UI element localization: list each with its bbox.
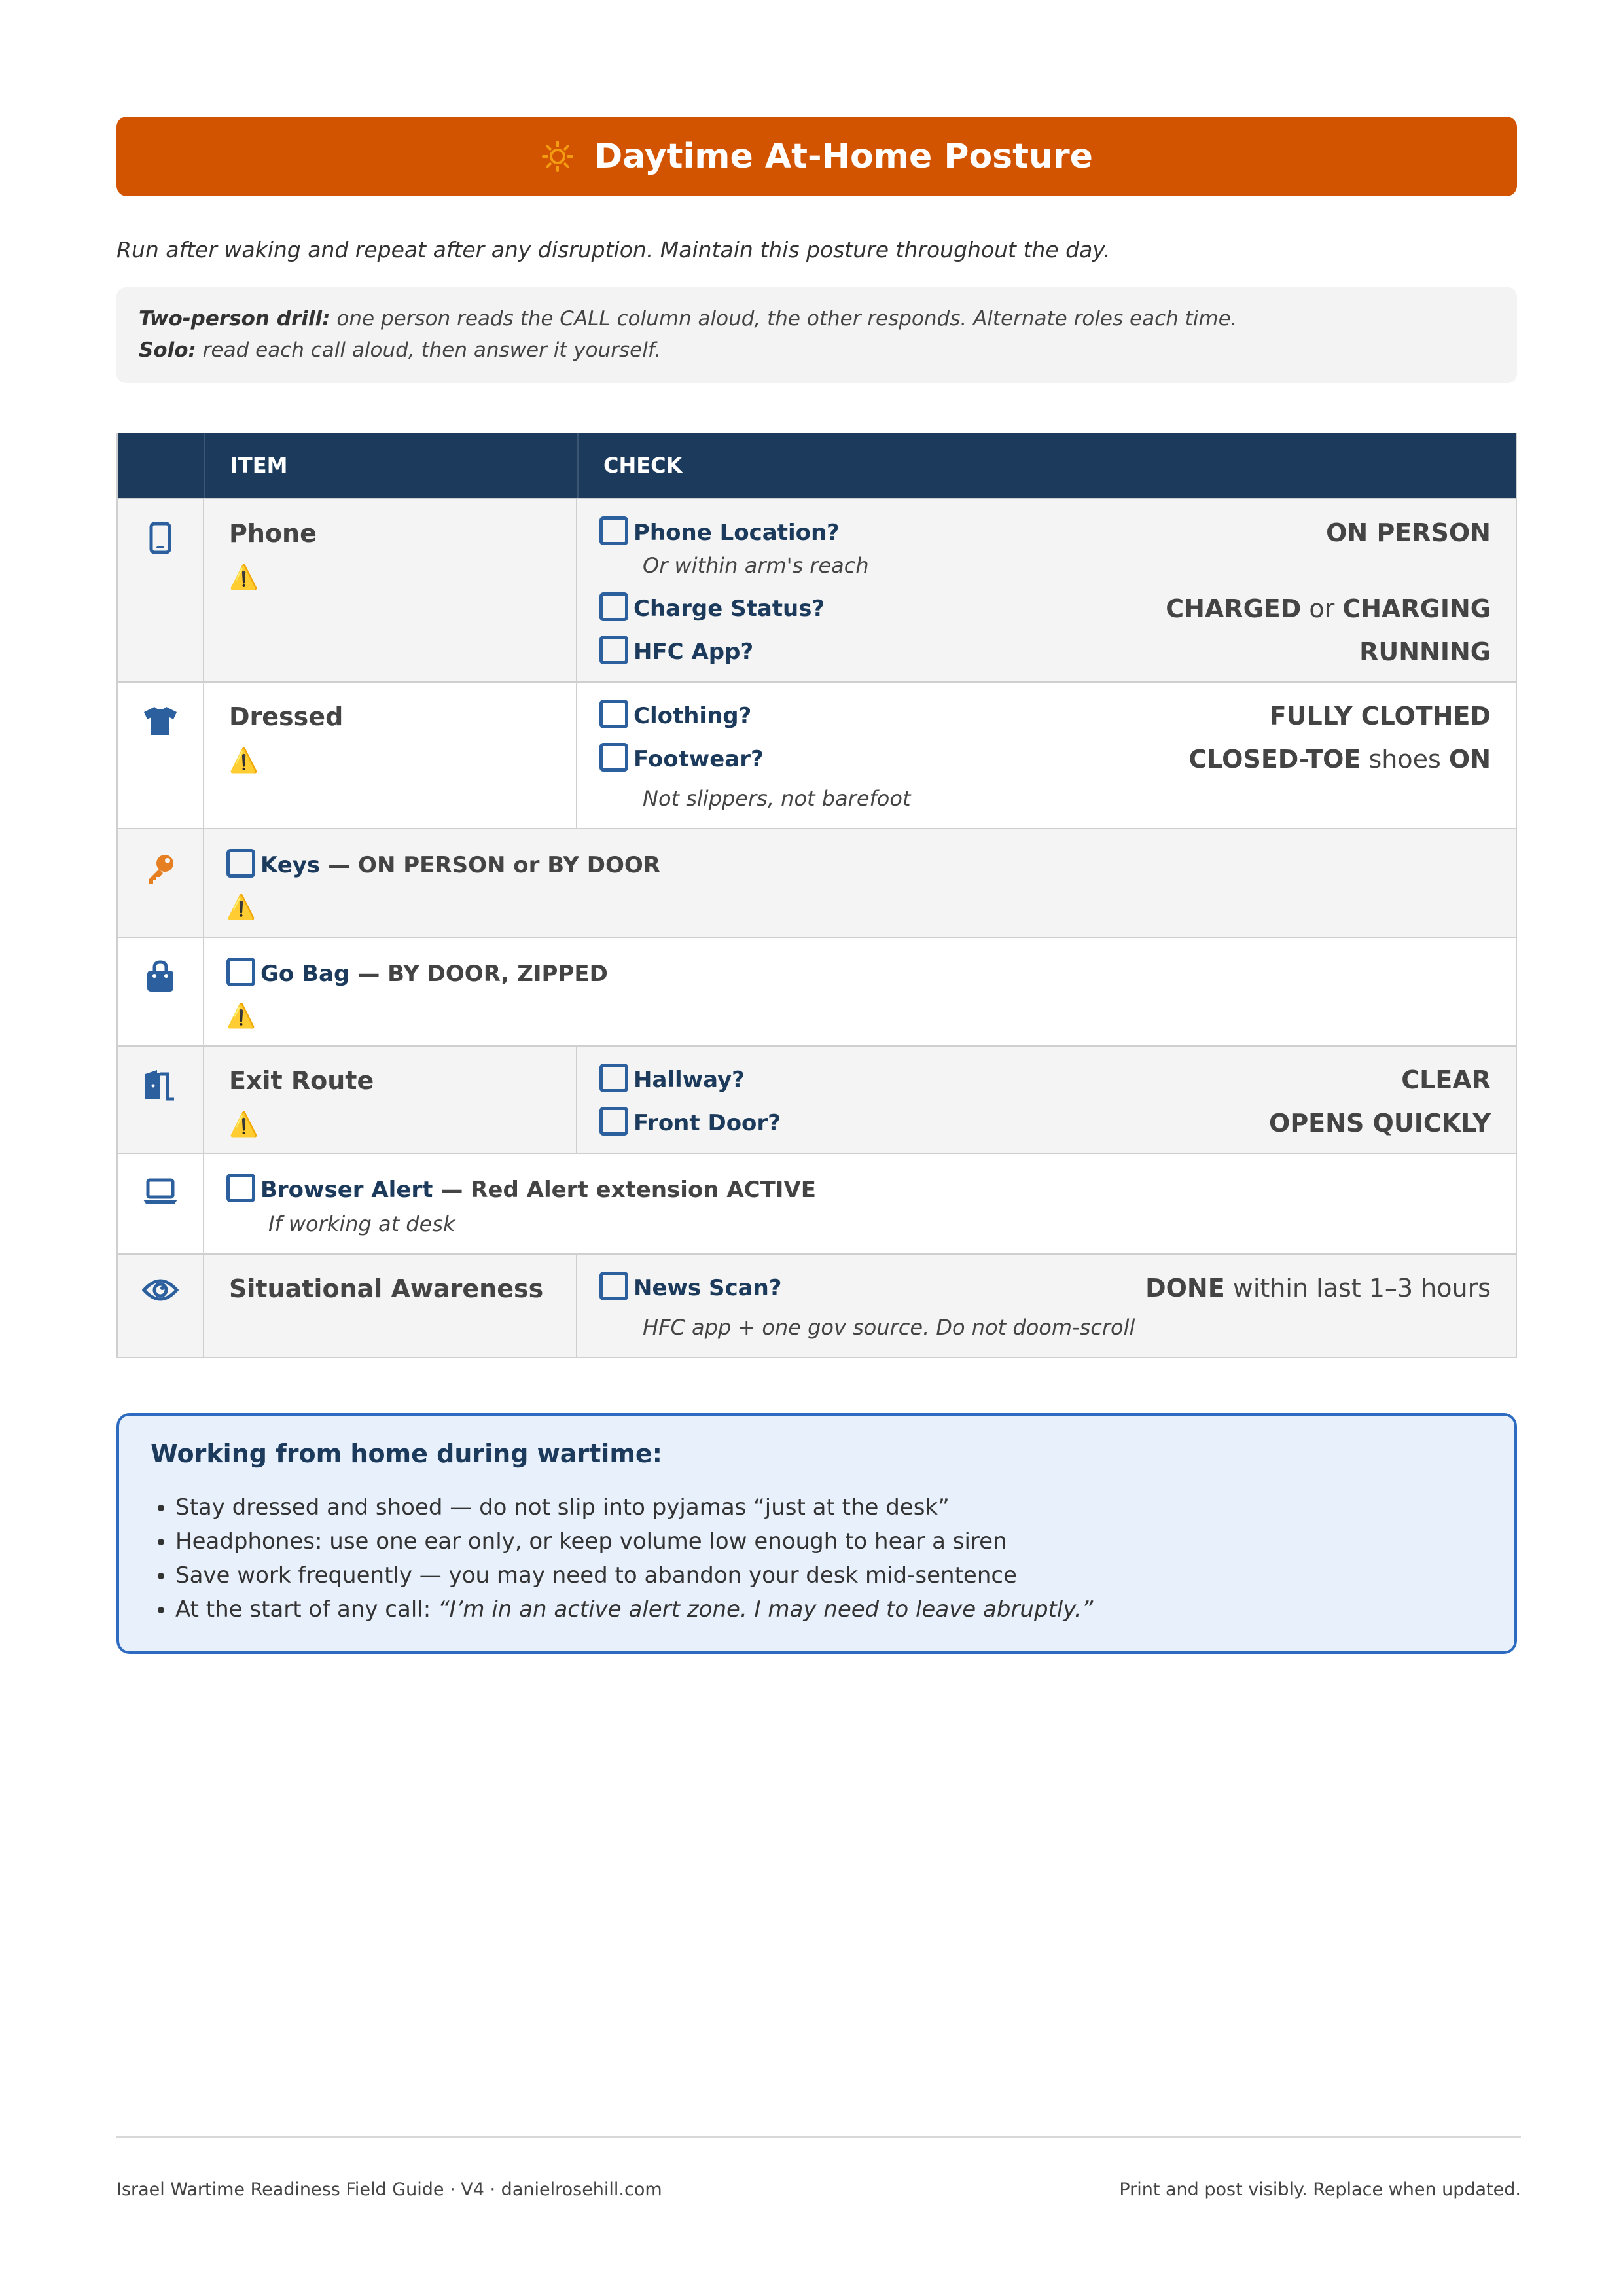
check-line xyxy=(599,592,1491,621)
check-line xyxy=(599,1107,1491,1136)
phone-icon xyxy=(118,499,204,681)
check-line xyxy=(599,516,1491,545)
checkbox[interactable] xyxy=(599,700,628,728)
check-line xyxy=(599,1064,1491,1092)
check-call: Phone Location? xyxy=(633,520,840,546)
column-header-check: CHECK xyxy=(603,453,683,478)
check-answer: RUNNING xyxy=(1359,637,1491,666)
solo-label: Solo: xyxy=(139,338,196,362)
check-answer: DONE within last 1–3 hours xyxy=(1145,1274,1491,1302)
table-header xyxy=(118,433,1516,498)
page-footer xyxy=(116,2136,1521,2200)
wfh-title: Working from home during wartime: xyxy=(151,1439,662,1468)
check-answer: — ON PERSON or BY DOOR xyxy=(328,852,660,878)
check-call: Browser Alert xyxy=(260,1177,433,1203)
two-person-label: Two-person drill: xyxy=(139,307,330,331)
check-note: If working at desk xyxy=(268,1211,455,1236)
table-row-situational-awareness xyxy=(118,1253,1516,1357)
table-row-keys xyxy=(118,828,1516,937)
checkbox[interactable] xyxy=(599,1064,628,1092)
header-icon-cell xyxy=(118,433,205,498)
column-header-item: ITEM xyxy=(205,433,579,498)
check-call: Keys xyxy=(260,852,321,878)
table-row-exit-route xyxy=(118,1045,1516,1153)
checkbox[interactable] xyxy=(599,1272,628,1300)
check-call: Footwear? xyxy=(633,746,764,772)
check-line xyxy=(599,636,1491,664)
check-call: Clothing? xyxy=(633,703,752,729)
check-call: Charge Status? xyxy=(633,596,825,622)
checkbox[interactable] xyxy=(226,1174,255,1202)
check-line xyxy=(599,743,1491,772)
key-icon xyxy=(118,829,204,937)
list-item: • Save work frequently — you may need to abandon your desk mid-sentence xyxy=(175,1558,1483,1592)
check-call: HFC App? xyxy=(633,639,754,665)
page-header-banner xyxy=(116,117,1517,196)
check-note: Not slippers, not barefoot xyxy=(643,786,911,811)
check-line xyxy=(599,700,1491,728)
list-item: • Headphones: use one ear only, or keep volume low enough to hear a siren xyxy=(175,1524,1483,1558)
two-person-text: one person reads the CALL column aloud, the other responds. Alternate roles each time. xyxy=(330,307,1238,331)
table-row-browser-alert xyxy=(118,1153,1516,1253)
laptop-icon xyxy=(118,1154,204,1253)
table-row-go-bag xyxy=(118,937,1516,1045)
door-icon xyxy=(118,1047,204,1153)
check-answer: CLEAR xyxy=(1401,1066,1491,1094)
check-answer: — Red Alert extension ACTIVE xyxy=(440,1177,816,1203)
checkbox[interactable] xyxy=(226,958,255,986)
check-call: News Scan? xyxy=(633,1275,782,1301)
solo-text: read each call aloud, then answer it yourself. xyxy=(196,338,662,362)
item-name-dressed: Dressed xyxy=(229,702,344,731)
item-name-phone: Phone xyxy=(229,519,317,548)
check-answer: OPENS QUICKLY xyxy=(1269,1109,1491,1138)
table-row-phone xyxy=(118,498,1516,681)
footer-right-text: Print and post visibly. Replace when updated. xyxy=(1119,2179,1521,2200)
drill-instructions xyxy=(116,287,1517,383)
warning-icon: ⚠️ xyxy=(229,1111,259,1138)
sun-gear-icon xyxy=(541,139,575,173)
check-call: Hallway? xyxy=(633,1067,745,1093)
check-answer: FULLY CLOTHED xyxy=(1269,702,1491,730)
check-note: Or within arm's reach xyxy=(643,553,869,578)
warning-icon: ⚠️ xyxy=(229,747,259,774)
wfh-info-box xyxy=(116,1413,1517,1654)
warning-icon: ⚠️ xyxy=(226,894,256,921)
check-note: HFC app + one gov source. Do not doom-scroll xyxy=(643,1315,1135,1340)
check-answer: CLOSED-TOE shoes ON xyxy=(1188,745,1491,774)
wfh-list xyxy=(151,1490,1483,1626)
intro-text: Run after waking and repeat after any disruption. Maintain this posture throughout the day. xyxy=(116,237,1111,262)
footer-left-text: Israel Wartime Readiness Field Guide · V4 · danielrosehill.com xyxy=(116,2179,662,2200)
checkbox[interactable] xyxy=(226,849,255,878)
warning-icon: ⚠️ xyxy=(226,1003,256,1030)
checkbox[interactable] xyxy=(599,516,628,545)
check-answer: — BY DOOR, ZIPPED xyxy=(357,961,608,987)
tshirt-icon xyxy=(118,683,204,828)
item-name-exit-route: Exit Route xyxy=(229,1066,374,1095)
page-title: Daytime At-Home Posture xyxy=(594,137,1093,176)
checkbox[interactable] xyxy=(599,592,628,621)
table-row-dressed xyxy=(118,681,1516,828)
warning-icon: ⚠️ xyxy=(229,564,259,591)
check-answer: CHARGED or CHARGING xyxy=(1166,594,1491,623)
check-call: Front Door? xyxy=(633,1110,781,1136)
list-item: • Stay dressed and shoed — do not slip into pyjamas “just at the desk” xyxy=(175,1490,1483,1524)
check-line xyxy=(599,1272,1491,1300)
checklist-table xyxy=(116,433,1517,1358)
checkbox[interactable] xyxy=(599,1107,628,1136)
checklist-page xyxy=(116,117,1517,1654)
check-call: Go Bag xyxy=(260,961,350,987)
checkbox[interactable] xyxy=(599,743,628,772)
list-item: • At the start of any call: “I’m in an active alert zone. I may need to leave abruptly.” xyxy=(175,1592,1483,1626)
bag-icon xyxy=(118,938,204,1045)
eye-icon xyxy=(118,1255,204,1357)
item-name-situational-awareness: Situational Awareness xyxy=(229,1274,544,1303)
check-answer: ON PERSON xyxy=(1326,518,1491,547)
checkbox[interactable] xyxy=(599,636,628,664)
